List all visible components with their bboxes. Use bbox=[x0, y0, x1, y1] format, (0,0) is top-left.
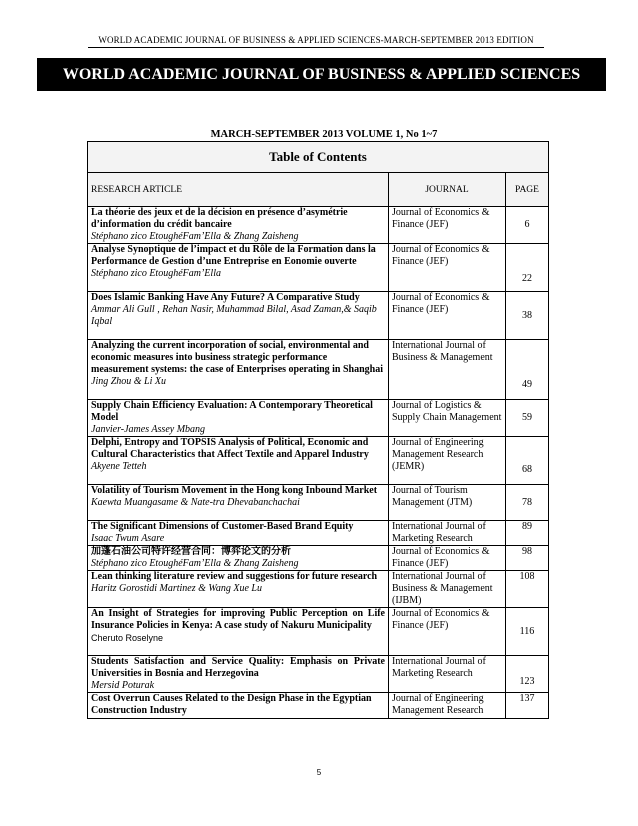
journal-name: Journal of Engineering Management Research (JEMR) bbox=[392, 437, 484, 472]
journal-cell bbox=[389, 693, 506, 719]
journal-cell bbox=[389, 608, 506, 656]
journal-cell bbox=[389, 340, 506, 400]
article-authors: Kaewta Muangasame & Nate-tra Dhevabanchachai bbox=[91, 497, 300, 508]
page-footer-number: 5 bbox=[316, 768, 322, 777]
page-cell bbox=[506, 437, 549, 485]
journal-name: Journal of Tourism Management (JTM) bbox=[392, 485, 473, 508]
page-cell bbox=[506, 571, 549, 608]
page-number: 108 bbox=[519, 571, 535, 582]
article-authors: Ammar Ali Gull , Rehan Nasir, Muhammad Bilal, Asad Zaman,& Saqib Iqbal bbox=[91, 304, 377, 327]
table-row bbox=[88, 400, 549, 437]
table-row bbox=[88, 292, 549, 340]
page-number: 123 bbox=[519, 676, 535, 687]
page-number: 116 bbox=[519, 625, 535, 637]
table-row bbox=[88, 608, 549, 656]
article-authors: Stéphano zico EtoughéFam’Ella & Zhang Zaisheng bbox=[91, 231, 299, 242]
page-number: 22 bbox=[522, 273, 532, 284]
journal-name: Journal of Economics & Finance (JEF) bbox=[392, 292, 490, 315]
article-title: Supply Chain Efficiency Evaluation: A Contemporary Theoretical Model bbox=[91, 400, 373, 423]
page-cell bbox=[506, 207, 549, 244]
page-cell bbox=[506, 656, 549, 693]
article-title: La théorie des jeux et de la décision en présence d’asymétrie d’information du crédit bancaire bbox=[91, 207, 348, 230]
article-title: Does Islamic Banking Have Any Future? A Comparative Study bbox=[91, 292, 360, 303]
journal-cell bbox=[389, 244, 506, 292]
article-cell bbox=[88, 207, 389, 244]
article-cell bbox=[88, 485, 389, 521]
article-authors: Janvier-James Assey Mbang bbox=[91, 424, 206, 435]
article-title: The Significant Dimensions of Customer-Based Brand Equity bbox=[91, 521, 354, 532]
table-of-contents bbox=[87, 141, 549, 719]
article-title: Volatility of Tourism Movement in the Hong kong Inbound Market bbox=[91, 485, 378, 496]
journal-name: Journal of Economics & Finance (JEF) bbox=[392, 207, 490, 230]
article-cell bbox=[88, 546, 389, 571]
article-authors: Akyene Tetteh bbox=[91, 461, 147, 472]
page-number: 49 bbox=[522, 379, 532, 390]
table-row bbox=[88, 521, 549, 546]
journal-name: International Journal of Business & Management (IJBM) bbox=[392, 571, 493, 606]
journal-name: Journal of Logistics & Supply Chain Management bbox=[392, 400, 502, 423]
table-row bbox=[88, 437, 549, 485]
journal-name: International Journal of Marketing Research bbox=[392, 521, 486, 544]
article-cell bbox=[88, 571, 389, 608]
article-authors: Haritz Gorostidi Martinez & Wang Xue Lu bbox=[91, 583, 262, 594]
article-cell bbox=[88, 292, 389, 340]
table-row bbox=[88, 656, 549, 693]
page-number: 59 bbox=[522, 412, 532, 423]
journal-cell bbox=[389, 521, 506, 546]
journal-cell bbox=[389, 207, 506, 244]
article-title: Students Satisfaction and Service Quality: Emphasis on Private Universities in Bosnia and Herzegovina bbox=[91, 656, 385, 679]
page-cell bbox=[506, 521, 549, 546]
article-authors: Jing Zhou & Li Xu bbox=[91, 376, 167, 387]
article-title: Lean thinking literature review and suggestions for future research bbox=[91, 571, 378, 582]
article-title: Cost Overrun Causes Related to the Design Phase in the Egyptian Construction Industry bbox=[91, 693, 372, 716]
article-cell bbox=[88, 608, 389, 656]
article-cell bbox=[88, 437, 389, 485]
table-row bbox=[88, 546, 549, 571]
page-cell bbox=[506, 485, 549, 521]
article-cell bbox=[88, 244, 389, 292]
journal-name: International Journal of Marketing Research bbox=[392, 656, 486, 679]
page-number: 38 bbox=[522, 309, 532, 321]
page-number: 6 bbox=[524, 219, 530, 230]
page-cell bbox=[506, 292, 549, 340]
journal-cell bbox=[389, 571, 506, 608]
article-cell bbox=[88, 521, 389, 546]
page-number: 78 bbox=[522, 496, 532, 508]
article-title: Delphi, Entropy and TOPSIS Analysis of Political, Economic and Cultural Characteristics that Affect Textile and Apparel Industry bbox=[91, 437, 369, 460]
page-number: 68 bbox=[522, 464, 532, 475]
journal-cell bbox=[389, 485, 506, 521]
article-authors: Isaac Twum Asare bbox=[91, 533, 165, 544]
article-authors: Stéphano zico EtoughéFam’Ella & Zhang Zaisheng bbox=[91, 558, 299, 569]
article-title: Analyzing the current incorporation of social, environmental and economic measures into business strategic performance measurement systems: the case of Enterprises operating in Shanghai bbox=[91, 340, 384, 375]
page-number: 89 bbox=[522, 521, 532, 532]
header-page: PAGE bbox=[506, 173, 549, 207]
page-number: 137 bbox=[519, 693, 535, 704]
toc-caption: Table of Contents bbox=[88, 142, 549, 173]
page-cell bbox=[506, 546, 549, 571]
page-cell bbox=[506, 693, 549, 719]
page-cell bbox=[506, 244, 549, 292]
journal-name: Journal of Economics & Finance (JEF) bbox=[392, 608, 490, 631]
running-head: WORLD ACADEMIC JOURNAL OF BUSINESS & APPLIED SCIENCES-MARCH-SEPTEMBER 2013 EDITION bbox=[88, 34, 544, 48]
journal-banner: WORLD ACADEMIC JOURNAL OF BUSINESS & APPLIED SCIENCES bbox=[37, 58, 606, 91]
page-number: 98 bbox=[522, 546, 532, 557]
article-cell bbox=[88, 400, 389, 437]
page-cell bbox=[506, 400, 549, 437]
journal-cell bbox=[389, 546, 506, 571]
article-authors: Stéphano zico EtoughéFam’Ella bbox=[91, 268, 221, 279]
article-title: An Insight of Strategies for improving Public Perception on Life Insurance Policies in Kenya: A case study of Nakuru Municipality bbox=[91, 608, 385, 631]
page-cell bbox=[506, 608, 549, 656]
article-cell bbox=[88, 693, 389, 719]
table-row bbox=[88, 340, 549, 400]
article-cell bbox=[88, 340, 389, 400]
article-cell bbox=[88, 656, 389, 693]
header-research-article: RESEARCH ARTICLE bbox=[88, 173, 389, 207]
journal-cell bbox=[389, 437, 506, 485]
journal-name: Journal of Economics & Finance (JEF) bbox=[392, 546, 490, 569]
journal-cell bbox=[389, 292, 506, 340]
article-authors: Mersid Poturak bbox=[91, 680, 155, 691]
table-row bbox=[88, 207, 549, 244]
table-row bbox=[88, 693, 549, 719]
journal-name: International Journal of Business & Management bbox=[392, 340, 493, 363]
header-journal: JOURNAL bbox=[389, 173, 506, 207]
article-authors: Cheruto Roselyne bbox=[91, 633, 164, 643]
journal-name: Journal of Engineering Management Research bbox=[392, 693, 484, 716]
table-row bbox=[88, 485, 549, 521]
issue-line: MARCH-SEPTEMBER 2013 VOLUME 1, No 1~7 bbox=[210, 129, 438, 140]
article-title: 加蓬石油公司特许经营合同：博弈论文的分析 bbox=[91, 546, 291, 557]
journal-cell bbox=[389, 400, 506, 437]
table-row bbox=[88, 244, 549, 292]
table-row bbox=[88, 571, 549, 608]
article-title: Analyse Synoptique de l’impact et du Rôle de la Formation dans la Performance de Gestion d’une Entreprise en Eonomie ouverte bbox=[91, 244, 376, 267]
journal-cell bbox=[389, 656, 506, 693]
journal-name: Journal of Economics & Finance (JEF) bbox=[392, 244, 490, 267]
page-cell bbox=[506, 340, 549, 400]
